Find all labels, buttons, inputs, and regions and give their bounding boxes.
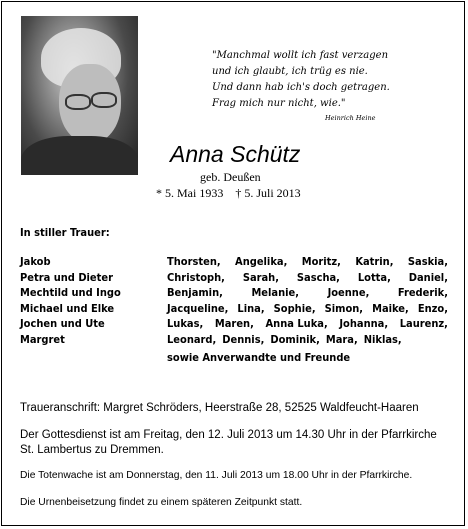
grandchildren-row — [167, 254, 448, 270]
mourning-heading: In stiller Trauer: — [20, 226, 110, 239]
life-dates — [156, 186, 301, 201]
mourner-name: Jochen und Ute — [20, 317, 105, 330]
mourner-name: Mechtild und Ingo — [20, 286, 121, 299]
grandchild-name: Jacqueline, — [167, 301, 229, 315]
grandchild-name: Sascha, — [296, 270, 340, 284]
grandchildren-list — [167, 254, 448, 347]
grandchild-name: Niklas, — [363, 332, 402, 346]
mourning-address: Traueranschrift: Margret Schröders, Heerstraße 28, 52525 Waldfeucht-Haaren — [20, 402, 419, 414]
grandchildren-row — [167, 332, 448, 348]
grandchild-name: Simon, — [324, 301, 364, 315]
poem-quote — [212, 48, 392, 112]
grandchild-name: Thorsten, — [167, 255, 221, 268]
grandchild-name: Dominik, — [270, 332, 320, 346]
urn-burial-info: Die Urnenbeisetzung findet zu einem späteren Zeitpunkt statt. — [20, 497, 303, 508]
grandchildren-row — [167, 270, 448, 286]
grandchild-name: Katrin, — [355, 255, 394, 268]
grandchildren-row — [167, 285, 448, 301]
grandchild-name: Sarah, — [242, 270, 279, 284]
grandchild-name: Benjamin, — [167, 286, 223, 299]
quote-author: Heinrich Heine — [325, 114, 376, 122]
grandchild-name: Dennis, — [222, 332, 265, 346]
grandchild-name: Enzo, — [417, 301, 448, 315]
quote-line: Und dann hab ich's doch getragen. — [212, 82, 390, 93]
mourners-left-column — [20, 254, 121, 347]
grandchild-name: Christoph, — [167, 270, 225, 284]
relatives-line: sowie Anverwandte und Freunde — [167, 351, 351, 364]
grandchildren-row — [167, 301, 448, 317]
grandchildren-row — [167, 316, 448, 332]
death-date: † 5. Juli 2013 — [235, 186, 301, 200]
grandchild-name: Anna Luka, — [265, 317, 328, 330]
grandchild-name: Maren, — [214, 317, 254, 330]
grandchild-name: Saskia, — [407, 255, 448, 268]
service-info-line2: St. Lambertus zu Dremmen. — [20, 444, 164, 456]
mourner-name: Michael und Elke — [20, 301, 115, 315]
birth-date: * 5. Mai 1933 — [156, 186, 224, 200]
quote-line: und ich glaubt, ich trüg es nie. — [212, 66, 368, 77]
grandchild-name: Joenne, — [327, 286, 370, 299]
grandchild-name: Mara, — [325, 332, 358, 346]
quote-line: Frag mich nur nicht, wie." — [212, 98, 346, 109]
deceased-name: Anna Schütz — [170, 141, 301, 167]
mourner-name: Petra und Dieter — [20, 270, 113, 284]
grandchild-name: Lukas, — [167, 317, 204, 330]
born-name: geb. Deußen — [200, 170, 261, 184]
grandchild-name: Leonard, — [167, 332, 217, 346]
grandchild-name: Lina, — [237, 301, 265, 315]
grandchild-name: Angelika, — [235, 255, 288, 268]
mourner-name: Jakob — [20, 255, 51, 268]
grandchild-name: Johanna, — [339, 317, 389, 330]
wake-info: Die Totenwache ist am Donnerstag, den 11. Juli 2013 um 18.00 Uhr in der Pfarrkirche. — [20, 470, 413, 481]
grandchild-name: Lotta, — [357, 270, 391, 284]
grandchild-name: Laurenz, — [399, 317, 448, 330]
mourner-name: Margret — [20, 332, 65, 346]
grandchild-name: Daniel, — [408, 270, 448, 284]
portrait-photo — [21, 16, 138, 175]
grandchild-name: Melanie, — [251, 286, 299, 299]
grandchild-name: Sophie, — [273, 301, 316, 315]
grandchild-name: Frederik, — [397, 286, 448, 299]
grandchild-name: Maike, — [372, 301, 409, 315]
quote-line: "Manchmal wollt ich fast verzagen — [212, 50, 389, 61]
service-info-line1: Der Gottesdienst ist am Freitag, den 12. Juli 2013 um 14.30 Uhr in der Pfarrkirche — [20, 429, 437, 441]
grandchild-name: Moritz, — [301, 255, 341, 268]
